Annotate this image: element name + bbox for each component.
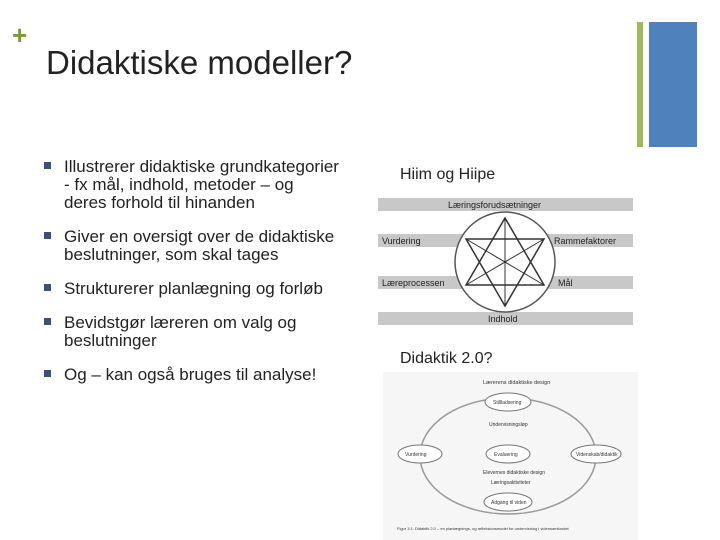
svg-text:Adgang til viden: Adgang til viden xyxy=(491,500,527,506)
bullet-square-icon xyxy=(44,232,51,239)
bullet-list xyxy=(40,158,340,400)
svg-text:Stillladsering: Stillladsering xyxy=(493,400,522,406)
bullet-square-icon xyxy=(44,284,51,291)
list-item: Bevidstgør læreren om valg og beslutninger xyxy=(40,314,340,350)
hiim-hippe-diagram xyxy=(378,190,633,328)
slide-title: Didaktiske modeller? xyxy=(46,44,353,81)
d2-mid-label: Undervisningsløp xyxy=(489,422,528,428)
model1-label: Hiim og Hiipe xyxy=(400,166,496,183)
svg-text:Evaluering: Evaluering xyxy=(494,452,518,458)
list-item: Giver en oversigt over de didaktiske beslutninger, som skal tages xyxy=(40,228,340,264)
didaktik-2-diagram xyxy=(383,372,638,540)
list-item: Strukturerer planlægning og forløb xyxy=(40,280,340,298)
svg-text:Vurdering: Vurdering xyxy=(405,452,427,458)
model2-label: Didaktik 2.0? xyxy=(400,350,493,367)
d2-header: Lærerens didaktiske design xyxy=(483,380,551,386)
d2-lower-header: Elevernes didaktiske design xyxy=(483,470,545,476)
node-bottom: Indhold xyxy=(488,314,518,324)
list-item: Og – kan også bruges til analyse! xyxy=(40,366,340,384)
bullet-square-icon xyxy=(44,318,51,325)
accent-bar-green xyxy=(637,22,643,147)
d2-lower-label: Læringsaktiviteter xyxy=(491,480,531,486)
node-left-upper: Vurdering xyxy=(382,236,421,246)
node-right-upper: Rammefaktorer xyxy=(554,236,617,246)
d2-caption: Figur 3.1: Didaktik 2.0 – en planlægnings- og refleksionsmodel for undervisning i vidensamfundet xyxy=(397,526,569,531)
node-top: Læringsforudsætninger xyxy=(448,200,542,210)
bullet-square-icon xyxy=(44,162,51,169)
plus-icon: + xyxy=(12,20,28,50)
svg-text:Videnskab/didaktik: Videnskab/didaktik xyxy=(576,452,618,458)
node-left-lower: Læreprocessen xyxy=(382,278,445,288)
list-item: Illustrerer didaktiske grundkategorier - fx mål, indhold, metoder – og deres forhold til hinanden xyxy=(40,158,340,212)
bullet-square-icon xyxy=(44,370,51,377)
accent-bar-blue xyxy=(649,22,697,147)
node-right-lower: Mål xyxy=(558,278,573,288)
